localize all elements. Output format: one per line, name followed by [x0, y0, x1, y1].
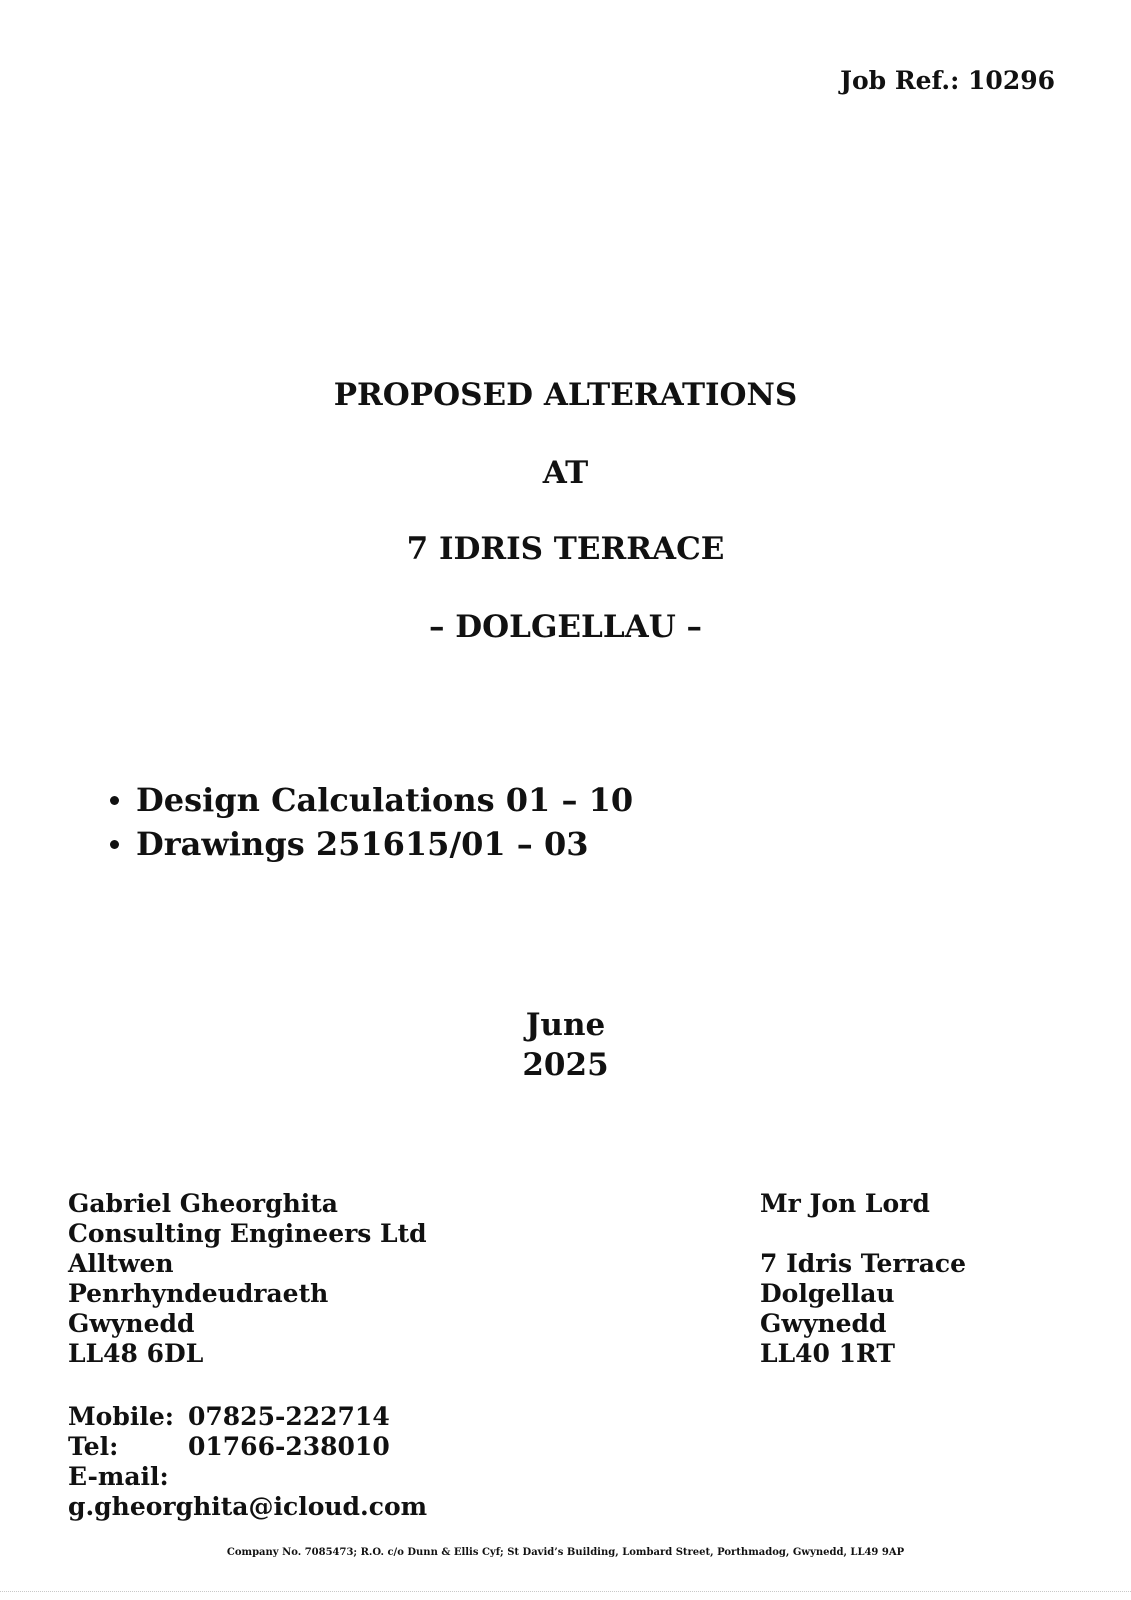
mobile-number: 07825-222714	[188, 1402, 390, 1431]
email-label: E-mail:	[68, 1462, 169, 1491]
issue-date	[0, 1005, 1131, 1085]
bullet-icon	[110, 796, 119, 805]
contents-item-drawings: Drawings 251615/01 – 03	[136, 825, 589, 863]
client-address-line: 7 Idris Terrace	[760, 1249, 967, 1278]
bullet-icon	[110, 840, 119, 849]
client-address-line: Gwynedd	[760, 1309, 887, 1338]
contents-item-calculations: Design Calculations 01 – 10	[136, 781, 634, 819]
mobile-row	[68, 1402, 427, 1432]
email-address: g.gheorghita@icloud.com	[68, 1492, 428, 1521]
company-registration-footer: Company No. 7085473; R.O. c/o Dunn & Ellis Cyf; St David’s Building, Lombard Street, Porthmadog, Gwynedd, LL49 9AP	[226, 1547, 905, 1558]
consultant-address-line: Alltwen	[68, 1249, 174, 1278]
spacer	[760, 1219, 966, 1249]
consultant-address	[68, 1189, 427, 1369]
contents-list	[108, 778, 633, 866]
tel-label: Tel:	[68, 1432, 119, 1461]
consultant-address-line: Penrhyndeudraeth	[68, 1279, 329, 1308]
title-line-town: – DOLGELLAU –	[428, 609, 703, 645]
mobile-label: Mobile:	[68, 1402, 174, 1431]
consultant-address-line: Gwynedd	[68, 1309, 195, 1338]
issue-year: 2025	[522, 1047, 609, 1083]
scan-edge-divider	[0, 1591, 1131, 1592]
title-line-address: 7 IDRIS TERRACE	[406, 531, 725, 567]
tel-number: 01766-238010	[188, 1432, 390, 1461]
tel-row	[68, 1432, 427, 1462]
title-line-at: AT	[542, 455, 589, 491]
email-row	[68, 1492, 427, 1522]
list-item	[108, 822, 633, 866]
title-line-proposal: PROPOSED ALTERATIONS	[333, 377, 798, 413]
consultant-postcode: LL48 6DL	[68, 1339, 204, 1368]
consultant-company: Consulting Engineers Ltd	[68, 1219, 427, 1248]
issue-month: June	[525, 1007, 606, 1043]
client-name: Mr Jon Lord	[760, 1189, 930, 1218]
consultant-name: Gabriel Gheorghita	[68, 1189, 338, 1218]
client-address	[760, 1189, 966, 1369]
client-postcode: LL40 1RT	[760, 1339, 895, 1368]
client-address-line: Dolgellau	[760, 1279, 895, 1308]
list-item	[108, 778, 633, 822]
email-label-row	[68, 1462, 427, 1492]
job-reference: Job Ref.: 10296	[840, 66, 1055, 95]
consultant-contacts	[68, 1402, 427, 1522]
